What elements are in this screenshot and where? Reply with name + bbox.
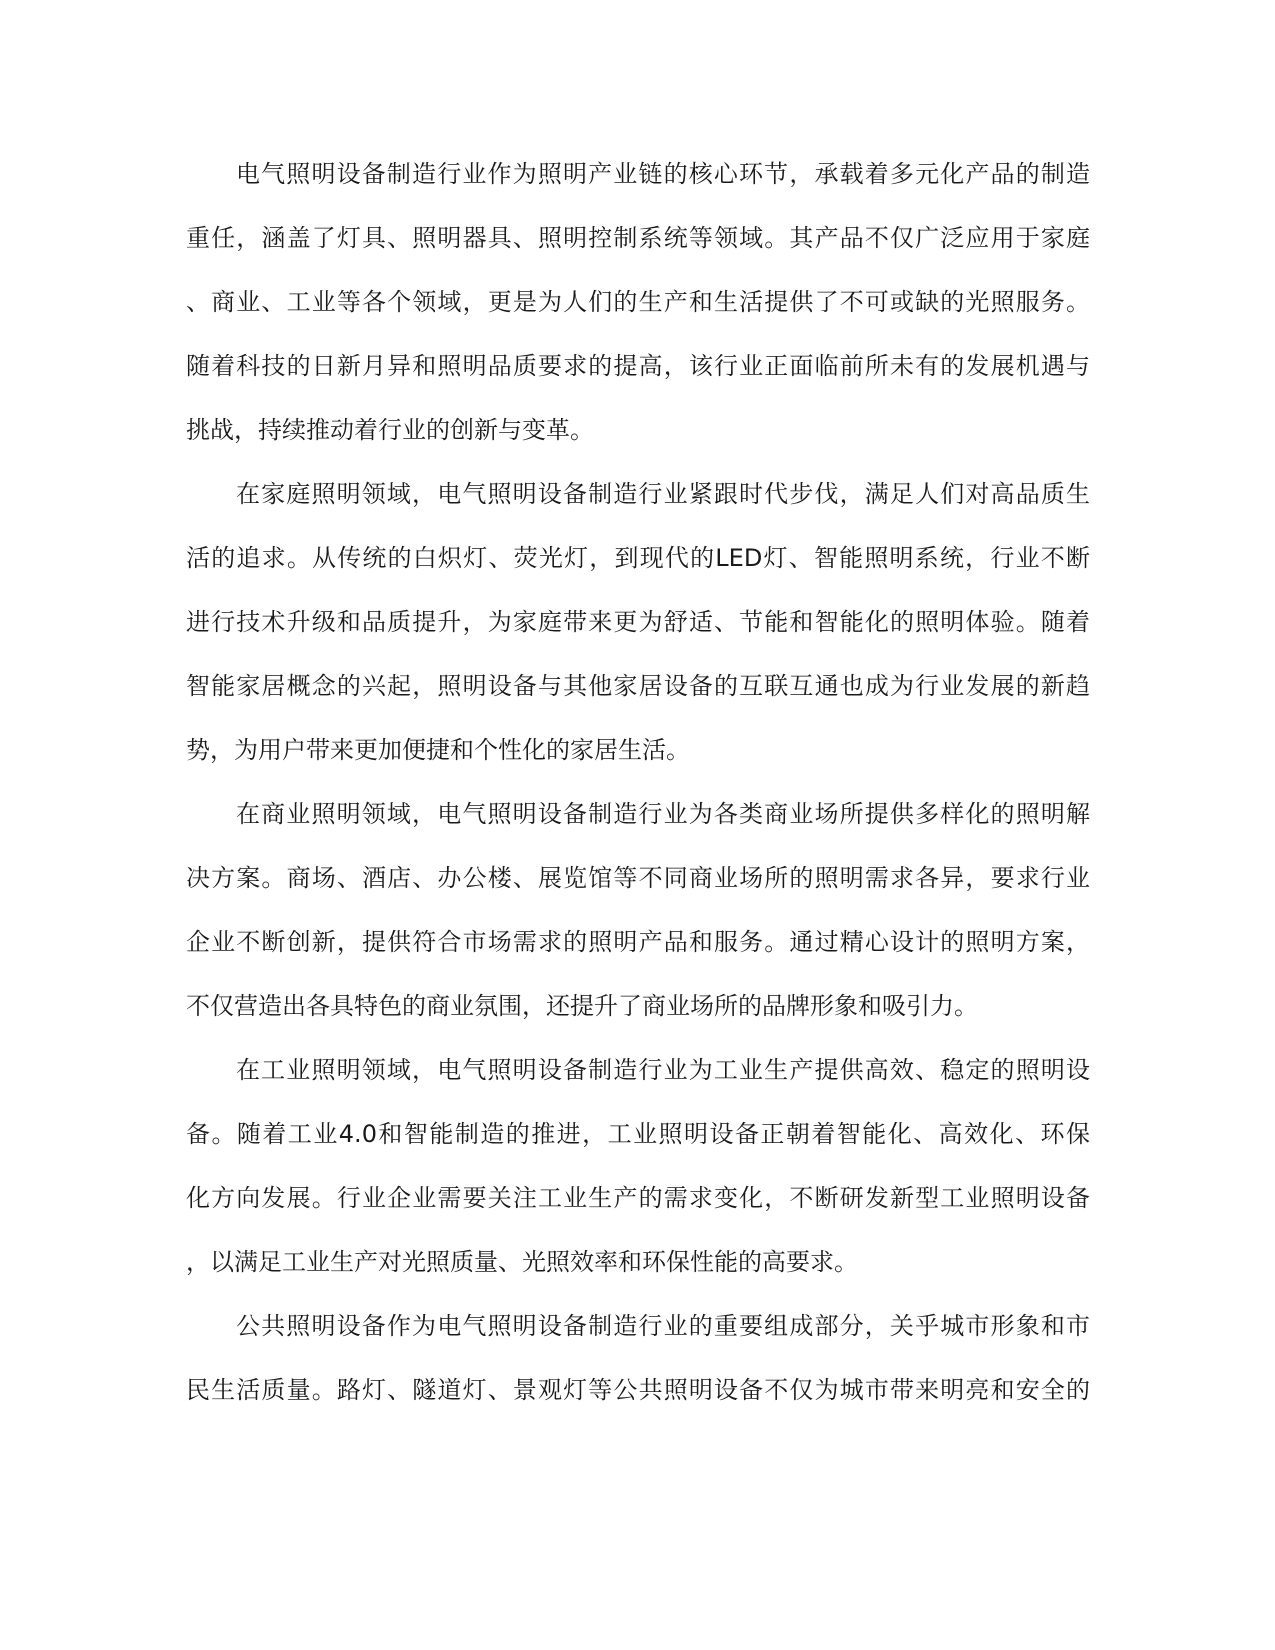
text-line: 化方向发展。行业企业需要关注工业生产的需求变化，不断研发新型工业照明设备 bbox=[186, 1184, 1090, 1212]
text-line: 随着科技的日新月异和照明品质要求的提高，该行业正面临前所未有的发展机遇与 bbox=[186, 352, 1090, 380]
text-line: 公共照明设备作为电气照明设备制造行业的重要组成部分，关乎城市形象和市 bbox=[236, 1312, 1090, 1340]
text-line: 决方案。商场、酒店、办公楼、展览馆等不同商业场所的照明需求各异，要求行业 bbox=[186, 864, 1090, 892]
text-line: 活的追求。从传统的白炽灯、荧光灯，到现代的LED灯、智能照明系统，行业不断 bbox=[186, 544, 1090, 572]
text-line: 电气照明设备制造行业作为照明产业链的核心环节，承载着多元化产品的制造 bbox=[236, 160, 1090, 188]
text-line: 、商业、工业等各个领域，更是为人们的生产和生活提供了不可或缺的光照服务。 bbox=[186, 288, 1090, 316]
paragraph-commercial-lighting bbox=[186, 782, 1090, 1038]
text-line: 不仅营造出各具特色的商业氛围，还提升了商业场所的品牌形象和吸引力。 bbox=[186, 992, 978, 1020]
text-line: 重任，涵盖了灯具、照明器具、照明控制系统等领域。其产品不仅广泛应用于家庭 bbox=[186, 224, 1090, 252]
text-line: 企业不断创新，提供符合市场需求的照明产品和服务。通过精心设计的照明方案， bbox=[186, 928, 1090, 956]
text-line: 进行技术升级和品质提升，为家庭带来更为舒适、节能和智能化的照明体验。随着 bbox=[186, 608, 1090, 636]
text-line: 在工业照明领域，电气照明设备制造行业为工业生产提供高效、稳定的照明设 bbox=[236, 1056, 1090, 1084]
text-line: 在商业照明领域，电气照明设备制造行业为各类商业场所提供多样化的照明解 bbox=[236, 800, 1090, 828]
text-line: 挑战，持续推动着行业的创新与变革。 bbox=[186, 416, 594, 444]
text-line: 民生活质量。路灯、隧道灯、景观灯等公共照明设备不仅为城市带来明亮和安全的 bbox=[186, 1376, 1090, 1404]
text-line: 势，为用户带来更加便捷和个性化的家居生活。 bbox=[186, 736, 690, 764]
text-line: ，以满足工业生产对光照质量、光照效率和环保性能的高要求。 bbox=[186, 1248, 858, 1276]
paragraph-industry-overview bbox=[186, 142, 1090, 462]
text-line: 在家庭照明领域，电气照明设备制造行业紧跟时代步伐，满足人们对高品质生 bbox=[236, 480, 1090, 508]
text-line: 智能家居概念的兴起，照明设备与其他家居设备的互联互通也成为行业发展的新趋 bbox=[186, 672, 1090, 700]
paragraph-home-lighting bbox=[186, 462, 1090, 782]
paragraph-industrial-lighting bbox=[186, 1038, 1090, 1294]
text-line: 备。随着工业4.0和智能制造的推进，工业照明设备正朝着智能化、高效化、环保 bbox=[186, 1120, 1090, 1148]
paragraph-public-lighting bbox=[186, 1294, 1090, 1422]
document-body bbox=[186, 142, 1090, 1422]
